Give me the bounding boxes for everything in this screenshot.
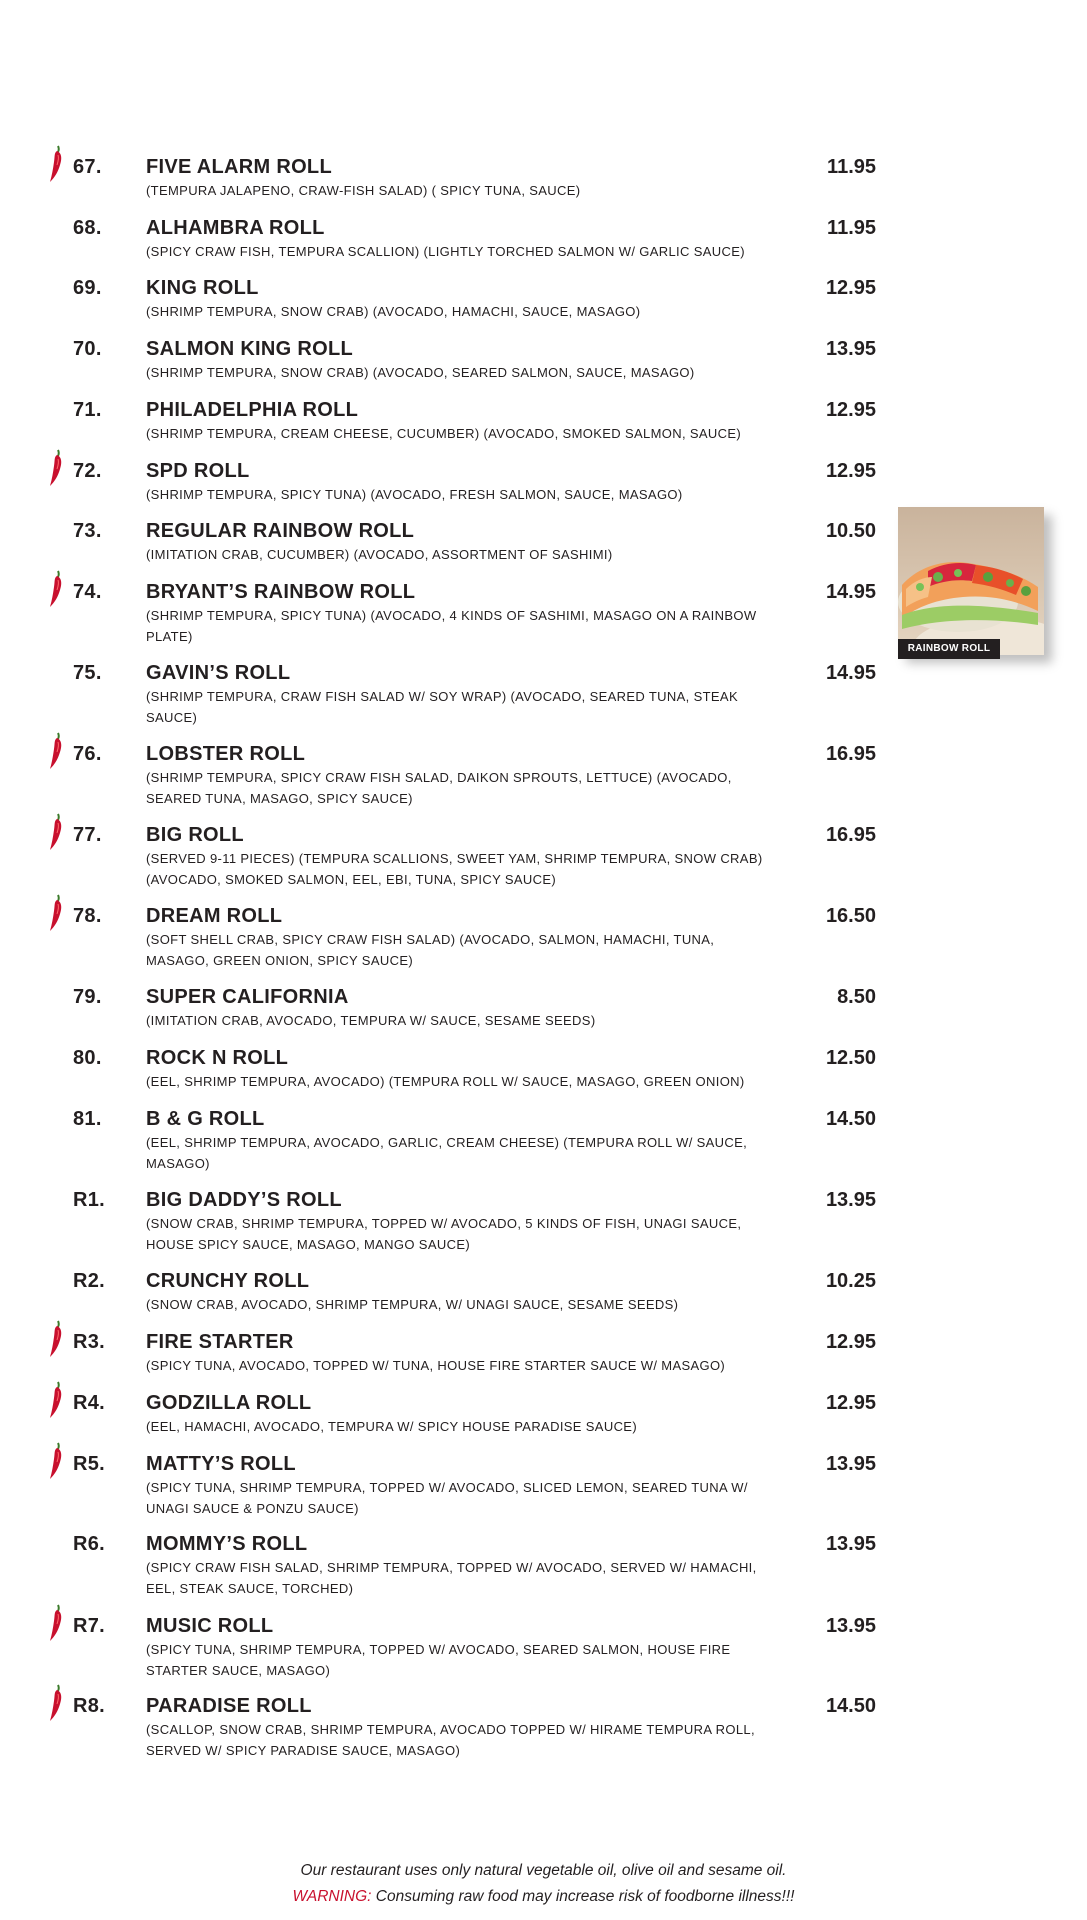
item-price: 12.95 [825, 399, 876, 421]
item-number: R8. [73, 1695, 106, 1717]
item-name: LOBSTER ROLL [146, 743, 306, 765]
item-description: (IMITATION CRAB, AVOCADO, TEMPURA W/ SAUCE, SESAME SEEDS) [146, 1013, 596, 1028]
item-name: MUSIC ROLL [146, 1615, 274, 1637]
item-price: 10.25 [825, 1270, 876, 1292]
item-price: 14.95 [825, 581, 876, 603]
item-number: R1. [73, 1189, 106, 1211]
item-price: 16.95 [825, 824, 876, 846]
warning-label: WARNING: [292, 1888, 372, 1905]
item-description: (SNOW CRAB, AVOCADO, SHRIMP TEMPURA, W/ UNAGI SAUCE, SESAME SEEDS) [146, 1297, 679, 1312]
item-number: R6. [73, 1533, 106, 1555]
footer-notice [0, 1858, 1087, 1910]
item-name: ALHAMBRA ROLL [146, 217, 325, 239]
item-description: (IMITATION CRAB, CUCUMBER) (AVOCADO, ASSORTMENT OF SASHIMI) [146, 547, 613, 562]
warning-notice [0, 1884, 1087, 1910]
chili-pepper-icon [48, 570, 64, 608]
item-number: 77. [73, 824, 102, 846]
item-number: R5. [73, 1453, 106, 1475]
item-price: 11.95 [827, 156, 876, 178]
item-number: 75. [73, 662, 102, 684]
item-name: BIG DADDY’S ROLL [146, 1189, 342, 1211]
item-price: 16.95 [825, 743, 876, 765]
item-name: PARADISE ROLL [146, 1695, 312, 1717]
item-description: (SPICY CRAW FISH, TEMPURA SCALLION) (LIGHTLY TORCHED SALMON W/ GARLIC SAUCE) [146, 244, 745, 259]
item-name: B & G ROLL [146, 1108, 265, 1130]
item-description: (SHRIMP TEMPURA, CREAM CHEESE, CUCUMBER) (AVOCADO, SMOKED SALMON, SAUCE) [146, 426, 742, 441]
item-description: (SHRIMP TEMPURA, CRAW FISH SALAD W/ SOY WRAP) (AVOCADO, SEARED TUNA, STEAK SAUCE) [146, 689, 738, 725]
item-number: R2. [73, 1270, 106, 1292]
item-description: (SCALLOP, SNOW CRAB, SHRIMP TEMPURA, AVOCADO TOPPED W/ HIRAME TEMPURA ROLL, SERVED W/ SPICY PARADISE SAUCE, MASAGO) [146, 1722, 755, 1758]
item-price: 8.50 [837, 986, 876, 1008]
item-price: 11.95 [827, 217, 876, 239]
item-description: (SHRIMP TEMPURA, SNOW CRAB) (AVOCADO, SEARED SALMON, SAUCE, MASAGO) [146, 365, 695, 380]
item-number: 81. [73, 1108, 102, 1130]
item-description: (SOFT SHELL CRAB, SPICY CRAW FISH SALAD) (AVOCADO, SALMON, HAMACHI, TUNA, MASAGO, GREEN ONION, SPICY SAUCE) [146, 932, 715, 968]
item-price: 13.95 [825, 1189, 876, 1211]
item-name: KING ROLL [146, 277, 259, 299]
item-number: 79. [73, 986, 102, 1008]
oil-notice: Our restaurant uses only natural vegetable oil, olive oil and sesame oil. [300, 1862, 787, 1879]
item-number: 74. [73, 581, 102, 603]
item-description: (EEL, SHRIMP TEMPURA, AVOCADO) (TEMPURA ROLL W/ SAUCE, MASAGO, GREEN ONION) [146, 1074, 745, 1089]
item-name: PHILADELPHIA ROLL [146, 399, 359, 421]
warning-text: Consuming raw food may increase risk of foodborne illness!!! [371, 1888, 795, 1905]
item-price: 10.50 [825, 520, 876, 542]
item-description: (SHRIMP TEMPURA, SPICY TUNA) (AVOCADO, FRESH SALMON, SAUCE, MASAGO) [146, 487, 683, 502]
item-price: 14.50 [825, 1695, 876, 1717]
chili-pepper-icon [48, 449, 64, 487]
item-name: MATTY’S ROLL [146, 1453, 296, 1475]
item-number: 80. [73, 1047, 102, 1069]
chili-pepper-icon [48, 1442, 64, 1480]
item-price: 13.95 [825, 1533, 876, 1555]
item-number: R4. [73, 1392, 106, 1414]
item-name: FIRE STARTER [146, 1331, 294, 1353]
photo-caption: RAINBOW ROLL [898, 639, 1000, 659]
item-name: CRUNCHY ROLL [146, 1270, 310, 1292]
item-description: (SHRIMP TEMPURA, SNOW CRAB) (AVOCADO, HAMACHI, SAUCE, MASAGO) [146, 304, 641, 319]
item-number: 70. [73, 338, 102, 360]
item-description: (TEMPURA JALAPENO, CRAW-FISH SALAD) ( SPICY TUNA, SAUCE) [146, 183, 581, 198]
chili-pepper-icon [48, 894, 64, 932]
item-number: 67. [73, 156, 102, 178]
item-number: 76. [73, 743, 102, 765]
item-number: R3. [73, 1331, 106, 1353]
item-name: SUPER CALIFORNIA [146, 986, 349, 1008]
item-number: 71. [73, 399, 102, 421]
item-name: BRYANT’S RAINBOW ROLL [146, 581, 416, 603]
item-description: (SHRIMP TEMPURA, SPICY TUNA) (AVOCADO, 4 KINDS OF SASHIMI, MASAGO ON A RAINBOW PLATE) [146, 608, 757, 644]
item-number: 73. [73, 520, 102, 542]
chili-pepper-icon [48, 1381, 64, 1419]
rainbow-roll-photo [898, 507, 1044, 655]
chili-pepper-icon [48, 1604, 64, 1642]
chili-pepper-icon [48, 1320, 64, 1358]
item-description: (SPICY CRAW FISH SALAD, SHRIMP TEMPURA, TOPPED W/ AVOCADO, SERVED W/ HAMACHI, EEL, STEAK SAUCE, TORCHED) [146, 1560, 757, 1596]
item-name: BIG ROLL [146, 824, 244, 846]
item-number: 72. [73, 460, 102, 482]
item-price: 13.95 [825, 1453, 876, 1475]
item-price: 13.95 [825, 1615, 876, 1637]
item-price: 12.95 [825, 1392, 876, 1414]
item-name: GODZILLA ROLL [146, 1392, 312, 1414]
item-name: DREAM ROLL [146, 905, 283, 927]
item-name: SALMON KING ROLL [146, 338, 354, 360]
item-description: (SERVED 9-11 PIECES) (TEMPURA SCALLIONS, SWEET YAM, SHRIMP TEMPURA, SNOW CRAB) (AVOCADO, SMOKED SALMON, EEL, EBI, TUNA, SPICY SAUCE) [146, 851, 763, 887]
item-description: (EEL, HAMACHI, AVOCADO, TEMPURA W/ SPICY HOUSE PARADISE SAUCE) [146, 1419, 638, 1434]
item-name: GAVIN’S ROLL [146, 662, 291, 684]
chili-pepper-icon [48, 1684, 64, 1722]
item-price: 12.95 [825, 277, 876, 299]
item-description: (SPICY TUNA, SHRIMP TEMPURA, TOPPED W/ AVOCADO, SEARED SALMON, HOUSE FIRE STARTER SAUCE, MASAGO) [146, 1642, 731, 1678]
item-price: 12.95 [825, 460, 876, 482]
item-name: REGULAR RAINBOW ROLL [146, 520, 415, 542]
item-number: R7. [73, 1615, 106, 1637]
item-price: 14.95 [825, 662, 876, 684]
item-description: (SPICY TUNA, AVOCADO, TOPPED W/ TUNA, HOUSE FIRE STARTER SAUCE W/ MASAGO) [146, 1358, 726, 1373]
item-price: 12.50 [825, 1047, 876, 1069]
item-price: 14.50 [825, 1108, 876, 1130]
chili-pepper-icon [48, 813, 64, 851]
chili-pepper-icon [48, 145, 64, 183]
item-name: MOMMY’S ROLL [146, 1533, 308, 1555]
item-description: (SNOW CRAB, SHRIMP TEMPURA, TOPPED W/ AVOCADO, 5 KINDS OF FISH, UNAGI SAUCE, HOUSE SPICY SAUCE, MASAGO, MANGO SAUCE) [146, 1216, 742, 1252]
item-description: (SPICY TUNA, SHRIMP TEMPURA, TOPPED W/ AVOCADO, SLICED LEMON, SEARED TUNA W/ UNAGI SAUCE & PONZU SAUCE) [146, 1480, 748, 1516]
item-description: (EEL, SHRIMP TEMPURA, AVOCADO, GARLIC, CREAM CHEESE) (TEMPURA ROLL W/ SAUCE, MASAGO) [146, 1135, 748, 1171]
item-description: (SHRIMP TEMPURA, SPICY CRAW FISH SALAD, DAIKON SPROUTS, LETTUCE) (AVOCADO, SEARED TUNA, MASAGO, SPICY SAUCE) [146, 770, 732, 806]
item-number: 68. [73, 217, 102, 239]
item-name: SPD ROLL [146, 460, 250, 482]
item-number: 69. [73, 277, 102, 299]
item-price: 12.95 [825, 1331, 876, 1353]
item-name: FIVE ALARM ROLL [146, 156, 332, 178]
chili-pepper-icon [48, 732, 64, 770]
item-price: 16.50 [825, 905, 876, 927]
item-name: ROCK N ROLL [146, 1047, 289, 1069]
item-number: 78. [73, 905, 102, 927]
item-price: 13.95 [825, 338, 876, 360]
